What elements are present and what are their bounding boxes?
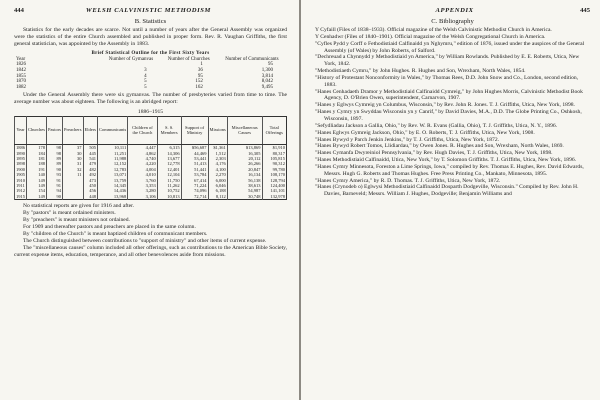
report-cell: 12,152 <box>98 161 128 166</box>
report-cell: 181 <box>27 156 47 161</box>
report-cell: 154 <box>27 188 47 193</box>
statistics-note: By "pastors" is meant ordained ministers. <box>23 210 116 217</box>
report-header: Preachers <box>63 117 84 145</box>
report-cell: 54,987 <box>227 188 262 193</box>
report-cell: 12,778 <box>157 161 181 166</box>
report-cell: 11,262 <box>157 183 181 188</box>
report-header: Elders <box>83 117 98 145</box>
report-cell: 90 <box>47 194 63 200</box>
report-cell: 3,353 <box>128 183 157 188</box>
bibliography-entry: "Sefydliadau Jackson a Gallia, Ohio," by Rev. W. R. Evans (Gallia, Ohio), T. J. Griffiths, Utica, N. Y., 1896. <box>315 122 558 129</box>
report-cell: $1,361 <box>208 145 227 151</box>
bibliography-entry: "Methodistiaeth Cymru," by John Hughes. R. Hughes and Son, Wrexham, North Wales, 1854. <box>315 68 526 75</box>
report-cell: 13,759 <box>98 178 128 183</box>
report-cell: 108,170 <box>262 172 286 177</box>
report-cell: 140 <box>27 172 47 177</box>
report-cell: 93 <box>47 172 63 177</box>
outline-row <box>14 85 287 91</box>
report-header: Communicants <box>98 117 128 145</box>
outline-table <box>14 57 287 91</box>
bibliography-entry: Y Cenhadwr (Files of 1840–1901). Official magazine of the Welsh Congregational Church in America. <box>315 33 546 40</box>
report-header: Miscellaneous Causes <box>227 117 262 145</box>
report-cell <box>63 194 84 200</box>
outline-caption: Brief Statistical Outline for the First Sixty Years <box>91 50 210 56</box>
report-cell: 492 <box>83 172 98 177</box>
report-cell: 4,862 <box>128 151 157 156</box>
report-cell: 20,112 <box>227 156 262 161</box>
report-cell: 3,280 <box>128 188 157 193</box>
report-cell: 448 <box>83 194 98 200</box>
outline-header: Number of Gymanvas <box>108 56 154 62</box>
report-cell: 26,266 <box>227 161 262 166</box>
report-cell: 3,106 <box>128 194 157 200</box>
report-cell: 1911 <box>16 182 25 188</box>
report-cell: 14,306 <box>157 151 181 156</box>
report-cell: $56,687 <box>181 145 208 151</box>
report-cell: 4,220 <box>128 161 157 166</box>
report-cell: 30,748 <box>227 194 262 200</box>
outline-header: Number of Churches <box>167 56 210 62</box>
report-cell: $13,869 <box>227 145 262 151</box>
bibliography-entry: "Hanes Cymry Minnesota, Foreston a Lime Springs, Iowa," compiled by Rev. Thomas E. Hughes, Rev. David Edwards, Messrs. Hugh G. Roberts and Thomas Hughes. Free Press Printing Co., Mankato, Minnesota, 1895. <box>315 163 584 177</box>
report-cell: 30 <box>63 151 84 156</box>
outline-cell: 3 <box>144 67 147 73</box>
bibliography-entry: "Cyfles Pydd y Corff o Fethodistiaid Calfinaidd yn Nghymru," edition of 1876, issued under the auspices of the General Assembly (of Wales) by John Roberts, of Salford. <box>315 40 585 54</box>
bibliography-entry: "Hanes Cymry America," by R. D. Thomas. T. J. Griffiths, Utica, New York, 1872. <box>315 177 501 184</box>
report-cell: 11,988 <box>98 156 128 161</box>
report-cell: 20,847 <box>227 167 262 172</box>
report-cell: 456 <box>83 188 98 193</box>
report-cell: 4,100 <box>208 167 227 172</box>
left-page-number: 444 <box>14 7 24 14</box>
statistics-note: The Church distinguished between contributions to "support of ministry" and other items of current expense. <box>23 237 267 244</box>
report-cell: 13,968 <box>98 194 128 200</box>
outline-header: Number of Communicants <box>225 56 279 62</box>
bibliography-entry: "Hanes Bywyd Robert Tomos, Llidiardau," by Owen Jones. R. Hughes and Son, Wrexham, North Wales, 1869. <box>315 143 564 150</box>
report-header: S. S. Members <box>157 117 181 145</box>
report-table <box>14 116 287 200</box>
report-cell: 505 <box>83 145 98 151</box>
outline-cell: 152 <box>195 79 203 85</box>
bibliography-entry: "Hanes Cenhadaeth Dramor y Methodistiaid Calfinaidd Cymreig," by John Hughes Morris, Calvinistic Methodist Book Agency, D. O'Brien Owen, superintendent, Carnarvon, 1907. <box>315 88 583 102</box>
outline-cell: 1 <box>200 62 203 68</box>
report-cell: 71,224 <box>181 183 208 188</box>
report-header: Churches <box>27 117 47 145</box>
assembly-paragraph: Under the General Assembly there were six gymanvas. The number of presbyteries varied from time to time. The average number was about eighteen. The following is an abridged report: <box>14 92 287 106</box>
report-cell: $1,910 <box>262 145 286 151</box>
bibliography-entry: "Hanes Bywyd y Parch Jenkin Jenkins," by T. J. Griffiths, Utica, New York, 1872. <box>315 136 500 143</box>
report-cell: 12,783 <box>98 167 128 172</box>
report-header: Children of the Church <box>128 117 157 145</box>
bibliography-entry: "Hanes Cymanfa Dwyreiniol Pennsylvania," by Rev. Hugh Davies, T. J. Griffiths, Utica, New York, 1898. <box>315 150 553 157</box>
outline-cell: 36 <box>197 67 203 73</box>
report-cell: 51,441 <box>181 167 208 172</box>
report-cell: 124,400 <box>262 183 286 188</box>
outline-cell: 1842 <box>16 67 26 73</box>
report-cell: 2,270 <box>208 172 227 177</box>
report-cell: 51,413 <box>181 161 208 166</box>
report-header: Year <box>15 117 27 145</box>
report-cell: 10,111 <box>98 145 128 151</box>
report-cell: 10,752 <box>157 188 181 193</box>
report-cell: 1905 <box>16 172 25 178</box>
report-header: Missions <box>208 117 227 145</box>
report-cell: 11 <box>63 172 84 177</box>
report-cell: 105,815 <box>262 156 286 161</box>
report-cell: 141,101 <box>262 188 286 193</box>
report-cell: 56,138 <box>227 178 262 183</box>
statistics-note: No statistical reports are given for 1916 and after. <box>23 203 135 210</box>
report-cell: 4,447 <box>128 145 157 151</box>
report-cell: 11,750 <box>157 178 181 183</box>
outline-cell: 5 <box>144 84 147 90</box>
report-cell: 184 <box>27 151 47 156</box>
report-cell: 8,112 <box>208 194 227 200</box>
bibliography-entry: "Hanes y Cymry yn Swyddau Wisconsin yn y Canrif," by David Davies, M.A., D.D. The Globe Printing Co., Oshkosh, Wisconsin, 1897. <box>315 109 582 122</box>
report-cell: 90 <box>47 167 63 172</box>
statistics-note: The "miscellaneous causes" column included all other offerings, such as contributions to the American Bible Society, current expense items, education, temperance, and all other benevolences aside from missions. <box>14 244 287 258</box>
bibliography-entry: "Hanes Eglwys Gymreig Jackson, Ohio," by E. O. Roberts, T. J. Griffiths, Utica, New York, 1908. <box>315 129 535 136</box>
report-cell: 473 <box>83 178 98 183</box>
report-header: Total Offerings <box>262 117 286 145</box>
report-cell: 6,046 <box>208 183 227 188</box>
right-running-title: APPENDIX <box>435 7 474 14</box>
report-cell: 91 <box>47 178 63 183</box>
right-running-head <box>315 6 590 15</box>
outline-cell: 1882 <box>16 84 26 90</box>
bibliography-entry: "Dechreuad a Chynnydd y Methodistiaid yn America," by William Rowlands. Published by E. E. Roberts, Utica, New York, 1842. <box>315 54 580 68</box>
outline-cell: 95 <box>197 73 203 79</box>
report-cell: 30 <box>63 156 84 161</box>
report-title: 1886–1915 <box>137 109 164 116</box>
report-cell: 6,188 <box>208 188 227 193</box>
report-cell: 4,176 <box>208 161 227 166</box>
report-cell: 178 <box>27 145 47 151</box>
report-header: Support of Ministry <box>181 117 208 145</box>
report-cell: 44,469 <box>181 151 208 156</box>
report-cell: 32 <box>63 167 84 172</box>
left-page <box>0 0 299 400</box>
report-cell: 91 <box>47 183 63 188</box>
outline-cell: 8,042 <box>261 79 273 85</box>
left-running-title: WELSH CALVINISTIC METHODISM <box>85 7 212 14</box>
report-cell: 12,104 <box>157 172 181 177</box>
report-cell: 149 <box>27 178 47 183</box>
right-page <box>301 0 600 400</box>
bibliography-entry: "History of Protestant Nonconformity in Wales," by Thomas Rees, D.D. John Snow and Co., London, second edition, 1883. <box>315 74 579 88</box>
report-cell: 89 <box>47 156 63 161</box>
bibliography-entry: Y Cyfaill (Files of 1838–1933). Official magazine of the Welsh Calvinistic Methodist Church in America. <box>315 27 552 33</box>
report-cell: 31 <box>63 161 84 166</box>
report-cell: 80,317 <box>262 151 286 156</box>
outline-cell: 9,495 <box>261 84 273 90</box>
bibliography-entry: "Hanes (Crynodeb o) Eglwysi Methodistiaid Calfinaidd Dosparth Dodgeville, Wisconsin." Compiled by Rev. John H. Davies, Barneveld; Messrs. William J. Hughes, Dodgeville; Benjamin Williams and <box>315 184 579 198</box>
report-cell: 3,760 <box>128 178 157 183</box>
report-cell: 450 <box>83 183 98 188</box>
left-running-head <box>14 6 287 15</box>
report-cell: 13,071 <box>98 172 128 177</box>
bibliography-list <box>315 27 590 198</box>
outline-cell: 1870 <box>16 79 26 85</box>
bibliography-heading: C. Bibliography <box>431 18 474 25</box>
report-cell: 94 <box>47 188 63 193</box>
statistics-note: For 1909 and thereafter pastors and preachers are placed in the same column. <box>23 223 196 230</box>
outline-header: Year <box>16 56 26 62</box>
report-cell: 1890 <box>16 150 25 156</box>
report-cell: 14,345 <box>98 183 128 188</box>
report-cell: 482 <box>83 167 98 172</box>
report-cell: 132,978 <box>262 194 286 200</box>
report-cell: 10,813 <box>157 194 181 200</box>
report-cell: 53,784 <box>181 172 208 177</box>
outline-cell: 95 <box>268 62 273 68</box>
report-cell: 14,436 <box>98 188 128 193</box>
report-cell: 149 <box>27 183 47 188</box>
statistics-note: By "children of the Church" is meant baptized children of communicant members. <box>23 230 208 237</box>
statistics-heading: B. Statistics <box>134 18 167 25</box>
report-cell: 191 <box>27 167 47 172</box>
report-cell: 12,401 <box>157 167 181 172</box>
report-cell: 188 <box>27 161 47 166</box>
report-cell: 1912 <box>16 188 25 194</box>
report-cell: 37 <box>63 145 84 151</box>
report-cell: 4,004 <box>128 167 157 172</box>
report-cell: 6,315 <box>157 145 181 151</box>
report-cell: 6,000 <box>208 178 227 183</box>
report-cell: 479 <box>83 161 98 166</box>
report-cell: 128,794 <box>262 178 286 183</box>
report-row <box>15 194 287 200</box>
report-cell: 1895 <box>16 155 25 161</box>
statistics-note: By "preachers" is meant ministers not ordained. <box>23 216 130 223</box>
report-cell: 149 <box>27 194 47 200</box>
outline-cell: 1,300 <box>261 67 273 73</box>
report-cell: 11,251 <box>98 151 128 156</box>
report-cell: 16,134 <box>227 172 262 177</box>
report-cell: 98 <box>47 145 63 151</box>
statistics-notes <box>14 203 287 258</box>
outline-cell: 4 <box>144 73 147 79</box>
outline-cell: 162 <box>195 84 203 90</box>
report-cell: 74,096 <box>181 188 208 193</box>
report-cell: 1898 <box>16 161 25 167</box>
report-cell: 1915 <box>16 193 25 199</box>
report-cell: 4,740 <box>128 156 157 161</box>
report-cell: 1886 <box>16 145 25 151</box>
report-cell: 67,414 <box>181 178 208 183</box>
report-cell: 445 <box>83 151 98 156</box>
report-cell: 13,677 <box>157 156 181 161</box>
report-cell: 38,613 <box>227 183 262 188</box>
statistics-intro: Statistics for the early decades are scarce. Not until a number of years after the General Assembly was organized were the statistics of the entire Church assembled and published in proper form. Rev. R. Vaughan Griffiths, the first general statistician, was appointed by the Assembly in 1883. <box>14 27 287 47</box>
bibliography-entry: "Hanes y Eglwys Cymreig yn Columbus, Wisconsin," by Rev. John R. Jones. T. J. Griffiths, Utica, New York, 1898. <box>315 102 575 109</box>
report-cell: 1910 <box>16 177 25 183</box>
report-cell: 16,305 <box>227 151 262 156</box>
report-cell: 99,780 <box>262 167 286 172</box>
outline-cell: 1826 <box>16 62 26 68</box>
report-cell: 541 <box>83 156 98 161</box>
report-cell: 53,441 <box>181 156 208 161</box>
bibliography-entry: "Hanes Methodistiaid Calfinaidd, Utica, New York," by T. Solomon Griffiths. T. J. Griffiths, Utica, New York, 1896. <box>315 157 577 164</box>
report-cell: 2,303 <box>208 156 227 161</box>
outline-cell: 5 <box>144 79 147 85</box>
report-cell: 1900 <box>16 166 25 172</box>
outline-cell: 3,814 <box>261 73 273 79</box>
report-cell: 72,714 <box>181 194 208 200</box>
report-cell: 98 <box>47 151 63 156</box>
outline-cell: 1855 <box>16 73 26 79</box>
right-page-number: 445 <box>580 7 590 14</box>
report-cell: 89 <box>47 161 63 166</box>
report-cell: 4,010 <box>128 172 157 177</box>
report-header: Pastors <box>47 117 63 145</box>
report-cell: 1,512 <box>208 151 227 156</box>
report-cell: 90,312 <box>262 161 286 166</box>
